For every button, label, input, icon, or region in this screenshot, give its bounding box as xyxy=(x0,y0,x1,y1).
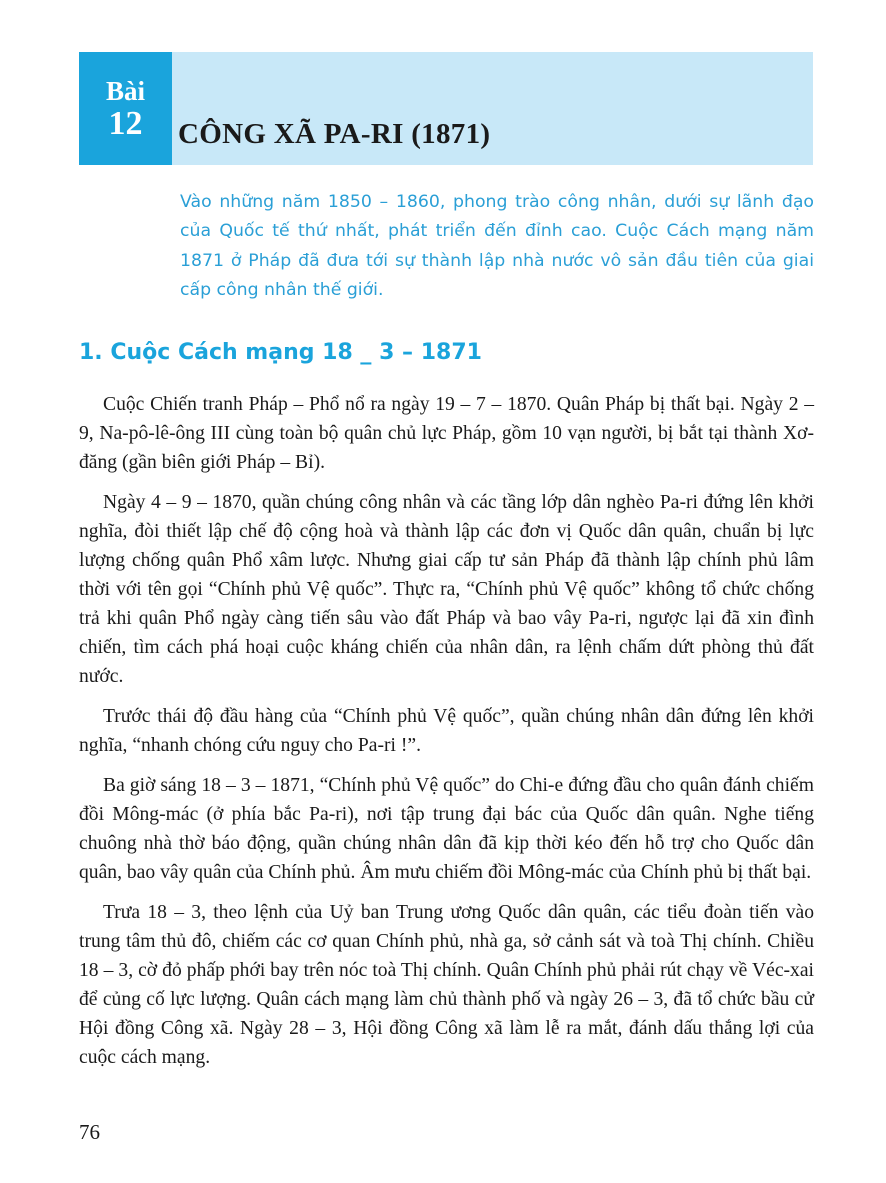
paragraph: Ba giờ sáng 18 – 3 – 1871, “Chính phủ Vệ quốc” do Chi-e đứng đầu cho quân đánh chiếm đồi Mông-mác (ở phía bắc Pa-ri), nơi tập trung đại bác của Quốc dân quân. Nghe tiếng chuông nhà thờ báo động, quần chúng nhân dân đã kịp thời kéo đến hỗ trợ cho Quốc dân quân, bao vây quân của Chính phủ. Âm mưu chiếm đồi Mông-mác của Chính phủ bị thất bại. xyxy=(79,775,814,883)
lesson-word: Bài xyxy=(105,76,145,106)
lesson-title: CÔNG XÃ PA-RI (1871) xyxy=(178,118,491,150)
lesson-intro: Vào những năm 1850 – 1860, phong trào công nhân, dưới sự lãnh đạo của Quốc tế thứ nhất, phát triển đến đỉnh cao. Cuộc Cách mạng năm 1871 ở Pháp đã đưa tới sự thành lập nhà nước vô sản đầu tiên của giai cấp công nhân thế giới. xyxy=(180,192,814,301)
paragraph: Ngày 4 – 9 – 1870, quần chúng công nhân và các tầng lớp dân nghèo Pa-ri đứng lên khởi nghĩa, đòi thiết lập chế độ cộng hoà và thành lập các đơn vị Quốc dân quân, chuẩn bị lực lượng chống quân Phổ xâm lược. Nhưng giai cấp tư sản Pháp đã thành lập chính phủ lâm thời với tên gọi “Chính phủ Vệ quốc”. Thực ra, “Chính phủ Vệ quốc” không tổ chức chống trả khi quân Phổ ngày càng tiến sâu vào đất Pháp và bao vây Pa-ri, ngược lại đã xin đình chiến, tìm cách phá hoại cuộc kháng chiến của nhân dân, ra lệnh chấm dứt phòng thủ đất nước. xyxy=(79,492,814,687)
lesson-number-box xyxy=(79,52,172,165)
paragraph: Cuộc Chiến tranh Pháp – Phổ nổ ra ngày 19 – 7 – 1870. Quân Pháp bị thất bại. Ngày 2 – 9, Na-pô-lê-ông III cùng toàn bộ quân chủ lực Pháp, gồm 10 vạn người, bị bắt tại thành Xơ-đăng (gần biên giới Pháp – Bỉ). xyxy=(79,394,814,473)
body-text xyxy=(79,390,814,1083)
section-heading: 1. Cuộc Cách mạng 18 _ 3 – 1871 xyxy=(79,340,482,365)
paragraph: Trước thái độ đầu hàng của “Chính phủ Vệ quốc”, quần chúng nhân dân đứng lên khởi nghĩa, “nhanh chóng cứu nguy cho Pa-ri !”. xyxy=(79,706,814,756)
paragraph: Trưa 18 – 3, theo lệnh của Uỷ ban Trung ương Quốc dân quân, các tiểu đoàn tiến vào trung tâm thủ đô, chiếm các cơ quan Chính phủ, nhà ga, sở cảnh sát và toà Thị chính. Chiều 18 – 3, cờ đỏ phấp phới bay trên nóc toà Thị chính. Quân Chính phủ phải rút chạy về Véc-xai để củng cố lực lượng. Quân cách mạng làm chủ thành phố và ngày 26 – 3, đã tổ chức bầu cử Hội đồng Công xã. Ngày 28 – 3, Hội đồng Công xã làm lễ ra mắt, đánh dấu thắng lợi của cuộc cách mạng. xyxy=(79,902,814,1068)
page-number: 76 xyxy=(79,1120,100,1144)
lesson-number: 12 xyxy=(108,105,143,142)
